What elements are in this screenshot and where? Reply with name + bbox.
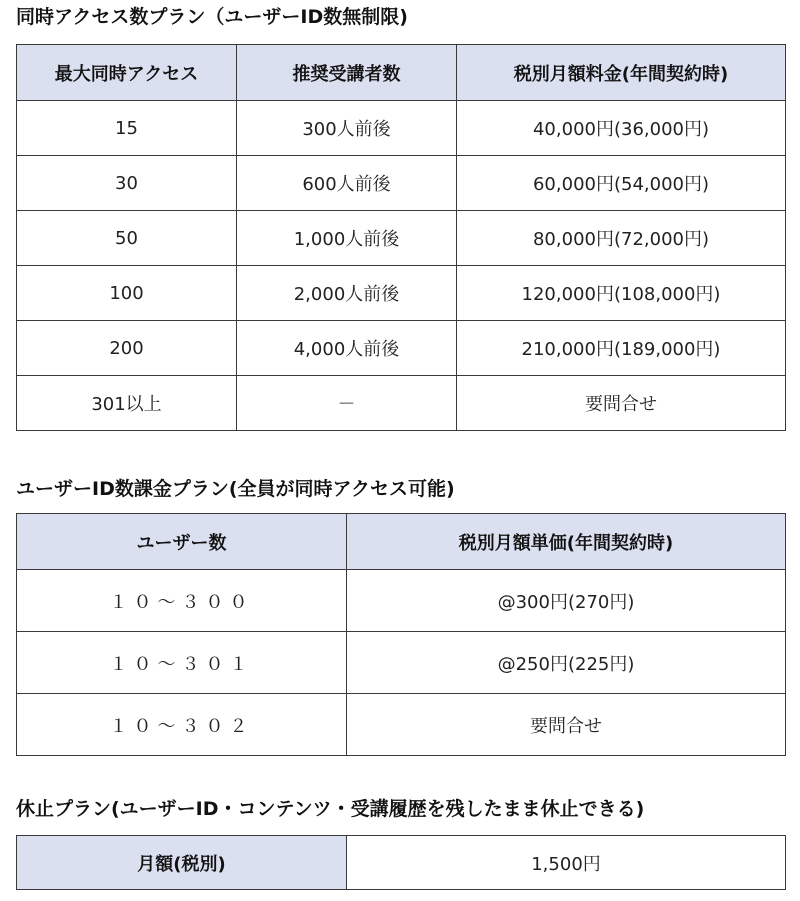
column-header-recommended-users: 推奨受講者数 [237, 45, 457, 101]
table-row [17, 266, 786, 321]
section-title-per-user-plan: ユーザーID数課金プラン(全員が同時アクセス可能) [16, 478, 455, 500]
table-row [17, 101, 786, 156]
column-header-monthly-fee: 税別月額料金(年間契約時) [457, 45, 786, 101]
cell-monthly-fee: 要問合せ [457, 376, 786, 431]
cell-max-concurrent: 30 [17, 156, 237, 211]
cell-recommended-users: 1,000人前後 [237, 211, 457, 266]
table-row [17, 632, 786, 694]
table-row [17, 836, 786, 890]
column-header-max-concurrent: 最大同時アクセス [17, 45, 237, 101]
cell-max-concurrent: 50 [17, 211, 237, 266]
table-row [17, 570, 786, 632]
cell-recommended-users: － [237, 376, 457, 431]
pause-plan-table [16, 835, 786, 890]
cell-unit-price: 要問合せ [347, 694, 786, 756]
table-header-row [17, 514, 786, 570]
cell-user-count: １０～３００ [17, 570, 347, 632]
table-row [17, 321, 786, 376]
pause-fee-label: 月額(税別) [17, 836, 347, 890]
cell-monthly-fee: 80,000円(72,000円) [457, 211, 786, 266]
cell-user-count: １０～３０１ [17, 632, 347, 694]
cell-unit-price: @250円(225円) [347, 632, 786, 694]
concurrent-access-plan-table [16, 44, 786, 431]
table-row [17, 694, 786, 756]
per-user-plan-table [16, 513, 786, 756]
cell-max-concurrent: 301以上 [17, 376, 237, 431]
cell-recommended-users: 4,000人前後 [237, 321, 457, 376]
cell-max-concurrent: 100 [17, 266, 237, 321]
cell-max-concurrent: 200 [17, 321, 237, 376]
column-header-user-count: ユーザー数 [17, 514, 347, 570]
cell-max-concurrent: 15 [17, 101, 237, 156]
cell-recommended-users: 600人前後 [237, 156, 457, 211]
cell-user-count: １０～３０２ [17, 694, 347, 756]
cell-recommended-users: 2,000人前後 [237, 266, 457, 321]
table-row [17, 376, 786, 431]
pause-fee-value: 1,500円 [347, 836, 786, 890]
cell-monthly-fee: 210,000円(189,000円) [457, 321, 786, 376]
section-title-concurrent-plan: 同時アクセス数プラン（ユーザーID数無制限) [16, 6, 408, 28]
cell-monthly-fee: 40,000円(36,000円) [457, 101, 786, 156]
table-header-row [17, 45, 786, 101]
table-row [17, 156, 786, 211]
cell-monthly-fee: 120,000円(108,000円) [457, 266, 786, 321]
column-header-unit-price: 税別月額単価(年間契約時) [347, 514, 786, 570]
section-title-pause-plan: 休止プラン(ユーザーID・コンテンツ・受講履歴を残したまま休止できる) [16, 798, 645, 820]
table-row [17, 211, 786, 266]
cell-monthly-fee: 60,000円(54,000円) [457, 156, 786, 211]
cell-recommended-users: 300人前後 [237, 101, 457, 156]
cell-unit-price: @300円(270円) [347, 570, 786, 632]
